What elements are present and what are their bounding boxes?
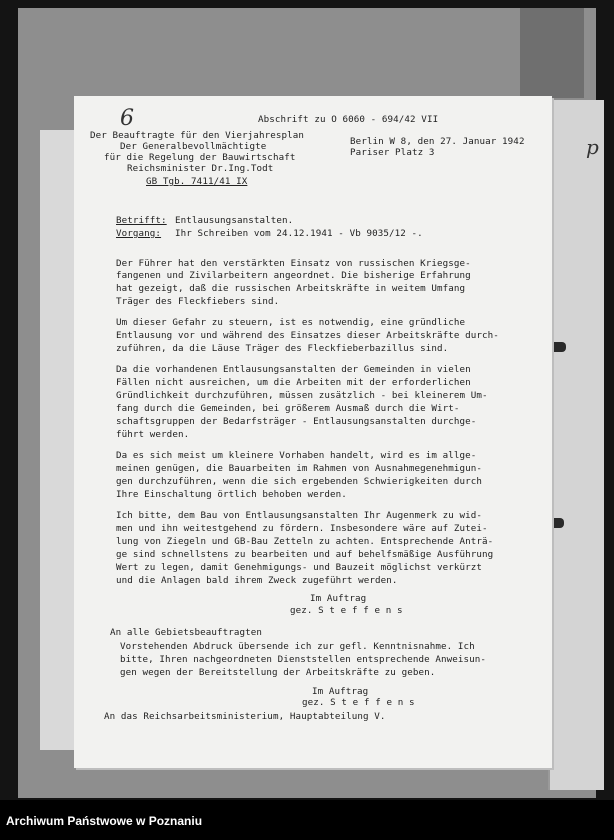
forward-line: Vorstehenden Abdruck übersende ich zur gefl. Kenntnisnahme. Ich [120, 641, 475, 652]
body-line: und die Anlagen bald ihrem Zweck zugeführt werden. [116, 575, 398, 586]
body-line: schaftsgruppen der Bedarfsträger - Entlausungsanstalten durchge- [116, 416, 477, 427]
abschrift-reference: Abschrift zu O 6060 - 694/42 VII [258, 114, 439, 125]
body-line: gen durchzuführen, wenn die sich ergebenden Schwierigkeiten durch [116, 476, 483, 487]
body-line: führt werden. [116, 429, 190, 440]
forward-line: bitte, Ihren nachgeordneten Dienststellen entsprechende Anweisun- [120, 654, 487, 665]
body-line: Gründlichkeit durchzuführen, müssen zusätzlich - bei kleinerem Um- [116, 390, 488, 401]
sender-line: Der Generalbevollmächtigte [120, 141, 267, 152]
body-line: Wert zu legen, damit Genehmigungs- und Bauzeit möglichst verkürzt [116, 562, 483, 573]
body-line: Um dieser Gefahr zu steuern, ist es notwendig, eine gründliche [116, 317, 466, 328]
body-line: ge sind schnellstens zu bearbeiten und auf behelfsmäßige Ausführung [116, 549, 494, 560]
archive-footer [0, 800, 614, 840]
recipient-gebietsbeauftragte: An alle Gebietsbeauftragten [110, 627, 263, 638]
body-line: fang durch die Gemeinden, bei größerem Ausmaß durch die Wirt- [116, 403, 460, 414]
body-line: Der Führer hat den verstärkten Einsatz von russischen Kriegsge- [116, 258, 471, 269]
archive-name: Archiwum Państwowe w Poznaniu [6, 814, 203, 828]
body-line: meinen genügen, die Bauarbeiten im Rahmen von Ausnahmegenehmigun- [116, 463, 483, 474]
body-line: Ihre Einschaltung örtlich behoben werden. [116, 489, 347, 500]
sender-line: für die Regelung der Bauwirtschaft [104, 152, 296, 163]
body-line: Fällen nicht ausreichen, um die Arbeiten mit der erforderlichen [116, 377, 471, 388]
body-line: Da es sich meist um kleinere Vorhaben handelt, wird es im allge- [116, 450, 477, 461]
body-line: fangenen und Zivilarbeitern angeordnet. Die bisherige Erfahrung [116, 270, 471, 281]
body-line: Träger des Fleckfiebers sind. [116, 296, 280, 307]
recipient-reichsarbeitsministerium: An das Reichsarbeitsministerium, Hauptabteilung V. [104, 711, 386, 722]
folder-edge [520, 8, 584, 98]
body-line: Entlausung vor und während des Einsatzes dieser Arbeitskräfte durch- [116, 330, 499, 341]
body-line: Ich bitte, dem Bau von Entlausungsanstalten Ihr Augenmerk zu wid- [116, 510, 483, 521]
body-line: men und ihn weitestgehend zu fördern. Insbesondere wäre auf Zutei- [116, 523, 488, 534]
signature-name: gez. S t e f f e n s [290, 605, 403, 616]
handwritten-number: 6 [120, 106, 134, 131]
body-line: hat gezeigt, daß die russischen Arbeitskräfte in weitem Umfang [116, 283, 466, 294]
betrifft-text: Entlausungsanstalten. [175, 215, 294, 226]
vorgang-text: Ihr Schreiben vom 24.12.1941 - Vb 9035/12 -. [175, 228, 423, 239]
adjacent-page [548, 100, 604, 790]
signature-name: gez. S t e f f e n s [302, 697, 415, 708]
sender-line: Reichsminister Dr.Ing.Todt [127, 163, 274, 174]
forward-line: gen wegen der Bereitstellung der Arbeitskräfte zu geben. [120, 667, 436, 678]
sender-line: Der Beauftragte für den Vierjahresplan [90, 130, 304, 141]
place-date: Berlin W 8, den 27. Januar 1942 [350, 136, 525, 147]
body-line: lung von Ziegeln und GB-Bau Zetteln zu achten. Entsprechende Anträ- [116, 536, 494, 547]
betrifft-label: Betrifft: [116, 215, 167, 226]
gb-reference: GB Tgb. 7411/41 IX [146, 176, 248, 187]
body-line: zuführen, da die Läuse Träger des Fleckfieberbazillus sind. [116, 343, 449, 354]
vorgang-label: Vorgang: [116, 228, 162, 239]
signature-im-auftrag: Im Auftrag [310, 593, 367, 604]
body-line: Da die vorhandenen Entlausungsanstalten der Gemeinden in vielen [116, 364, 471, 375]
signature-im-auftrag: Im Auftrag [312, 686, 369, 697]
address: Pariser Platz 3 [350, 147, 435, 158]
handwritten-mark: p [586, 135, 599, 159]
